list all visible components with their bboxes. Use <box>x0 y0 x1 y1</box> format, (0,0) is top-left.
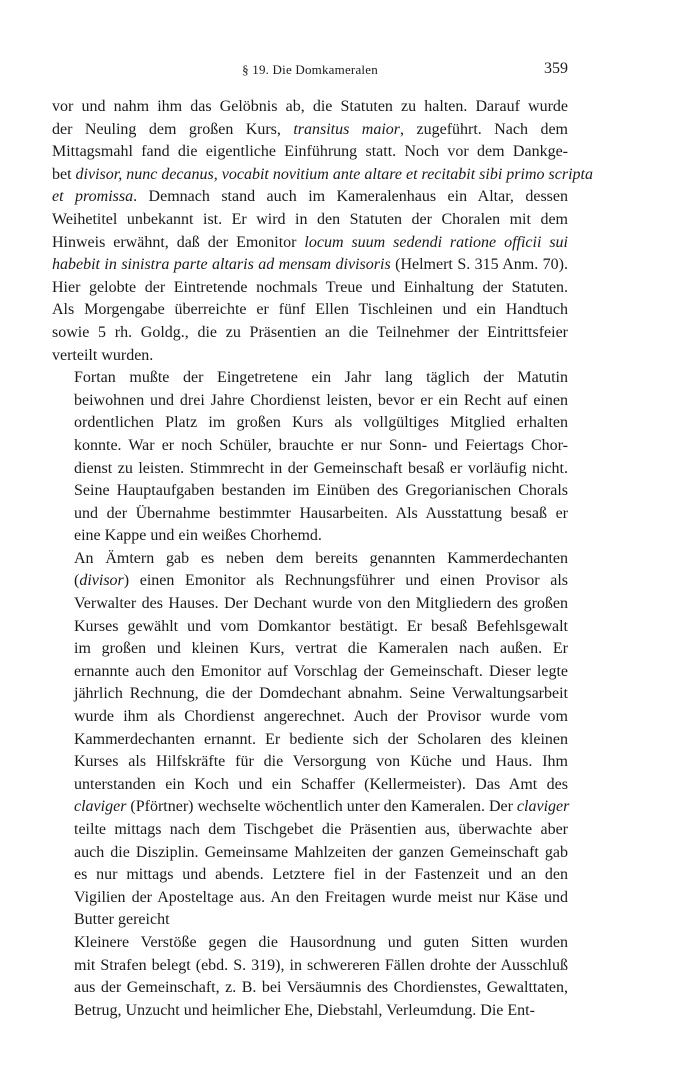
text-line: jährlich Rechnung, die der Domdechant abnahm. Seine Verwaltungsarbeit <box>74 685 568 703</box>
text-line: An Ämtern gab es neben dem bereits genannten Kammerdechanten <box>74 549 568 567</box>
latin-quote: locum suum sedendi ratione officii sui <box>304 233 568 251</box>
text-line: Betrug, Unzucht und heimlicher Ehe, Diebstahl, Verleumdung. Die Ent- <box>74 1001 535 1019</box>
text-line: im großen und kleinen Kurs, vertrat die Kameralen nach außen. Er <box>74 640 568 658</box>
latin-quote: divisor <box>79 572 124 590</box>
text-line: Kammerdechanten ernannt. Er bediente sich der Scholaren des kleinen <box>74 730 568 748</box>
text-line: Mittagsmahl fand die eigentliche Einführung statt. Noch vor dem Dankge- <box>52 143 568 161</box>
text-line: Hier gelobte der Eintretende nochmals Treue und Einhaltung der Statuten. <box>52 278 568 296</box>
text-line: Kleinere Verstöße gegen die Hausordnung und guten Sitten wurden <box>74 933 568 951</box>
text-line: teilte mittags nach dem Tischgebet die Präsentien aus, überwachte aber <box>74 821 568 838</box>
latin-quote: divisor, nunc decanus, vocabit novitium ante altare et recitabit sibi primo scripta <box>75 165 593 183</box>
body-text <box>52 96 593 1022</box>
latin-quote: transitus maior <box>293 120 401 138</box>
text-line: eine Kappe und ein weißes Chorhemd. <box>74 527 322 545</box>
latin-quote: claviger <box>74 798 127 816</box>
text-line: habebit in sinistra parte altaris ad mensam divisoris (Helmert S. 315 Anm. 70). <box>52 256 569 274</box>
text-line: Kurses als Hilfskräfte für die Versorgung von Küche und Haus. Ihm <box>74 753 568 771</box>
paragraph <box>52 367 568 548</box>
text-line: mit Strafen belegt (ebd. S. 319), in schwereren Fällen drohte der Ausschluß <box>74 956 568 974</box>
text-line: der Neuling dem großen Kurs, transitus maior, zugeführt. Nach dem <box>52 120 568 138</box>
text-line: Fortan mußte der Eingetretene ein Jahr lang täglich der Matutin <box>74 369 568 387</box>
text-line: auch die Disziplin. Gemeinsame Mahlzeiten der ganzen Gemeinschaft gab <box>74 843 568 861</box>
text-line: dienst zu leisten. Stimmrecht in der Gemeinschaft besaß er vorläufig nicht. <box>74 459 568 477</box>
text-line: und der Übernahme bestimmter Hausarbeiten. Als Ausstattung besaß er <box>74 504 568 522</box>
text-line: Verwalter des Hauses. Der Dechant wurde von den Mitgliedern des großen <box>74 595 568 613</box>
page-number: 359 <box>544 60 568 77</box>
text-line: Vigilien der Aposteltage aus. An den Freitagen wurde meist nur Käse und <box>74 888 568 906</box>
text-line: (divisor) einen Emonitor als Rechnungsführer und einen Provisor als <box>74 572 568 590</box>
latin-quote: et promissa <box>52 188 134 206</box>
text-line: verteilt wurden. <box>52 346 154 364</box>
text-line: ordentlichen Platz im großen Kurs als vollgültiges Mitglied erhalten <box>74 414 568 432</box>
text-line: bet divisor, nunc decanus, vocabit novitium ante altare et recitabit sibi primo scripta <box>52 165 593 183</box>
text-line: ernannte auch den Emonitor auf Vorschlag der Gemeinschaft. Dieser legte <box>74 662 568 680</box>
paragraph <box>52 932 568 1022</box>
text-line: wurde ihm als Chordienst angerechnet. Auch der Provisor wurde vom <box>74 708 568 726</box>
text-line: Hinweis erwähnt, daß der Emonitor locum suum sedendi ratione officii sui <box>52 233 568 251</box>
text-line: Butter gereicht <box>74 911 170 929</box>
latin-quote: claviger <box>516 798 570 816</box>
running-title: § 19. Die Domkameralen <box>242 62 378 77</box>
page-header <box>52 62 568 84</box>
text-line: Seine Hauptaufgaben bestanden im Einüben des Gregorianischen Chorals <box>74 482 568 500</box>
text-line: vor und nahm ihm das Gelöbnis ab, die Statuten zu halten. Darauf wurde <box>52 98 568 115</box>
text-line: Weihetitel unbekannt ist. Er wird in den Statuten der Choralen mit dem <box>52 210 568 228</box>
text-line: unterstanden ein Koch und ein Schaffer (Kellermeister). Das Amt des <box>74 775 568 793</box>
text-line: konnte. War er noch Schüler, brauchte er nur Sonn- und Feiertags Chor- <box>74 436 568 454</box>
paragraph <box>52 96 593 367</box>
text-line: es nur mittags und abends. Letztere fiel in der Fastenzeit und an den <box>74 866 568 884</box>
text-line: claviger (Pförtner) wechselte wöchentlich unter den Kameralen. Der claviger <box>74 798 570 816</box>
latin-quote: habebit in sinistra parte altaris ad mensam divisoris <box>52 256 391 274</box>
text-line: Als Morgengabe überreichte er fünf Ellen Tischleinen und ein Handtuch <box>52 301 568 319</box>
text-line: beiwohnen und drei Jahre Chordienst leisten, bevor er ein Recht auf einen <box>74 391 568 409</box>
text-line: aus der Gemeinschaft, z. B. bei Versäumnis des Chordienstes, Gewalttaten, <box>74 979 568 997</box>
paragraph <box>52 548 568 932</box>
text-line: sowie 5 rh. Goldg., die zu Präsentien an die Teilnehmer der Eintrittsfeier <box>52 323 568 341</box>
text-line: et promissa. Demnach stand auch im Kameralenhaus ein Altar, dessen <box>52 188 568 206</box>
text-line: Kurses gewählt und vom Domkantor bestätigt. Er besaß Befehlsgewalt <box>74 617 568 635</box>
